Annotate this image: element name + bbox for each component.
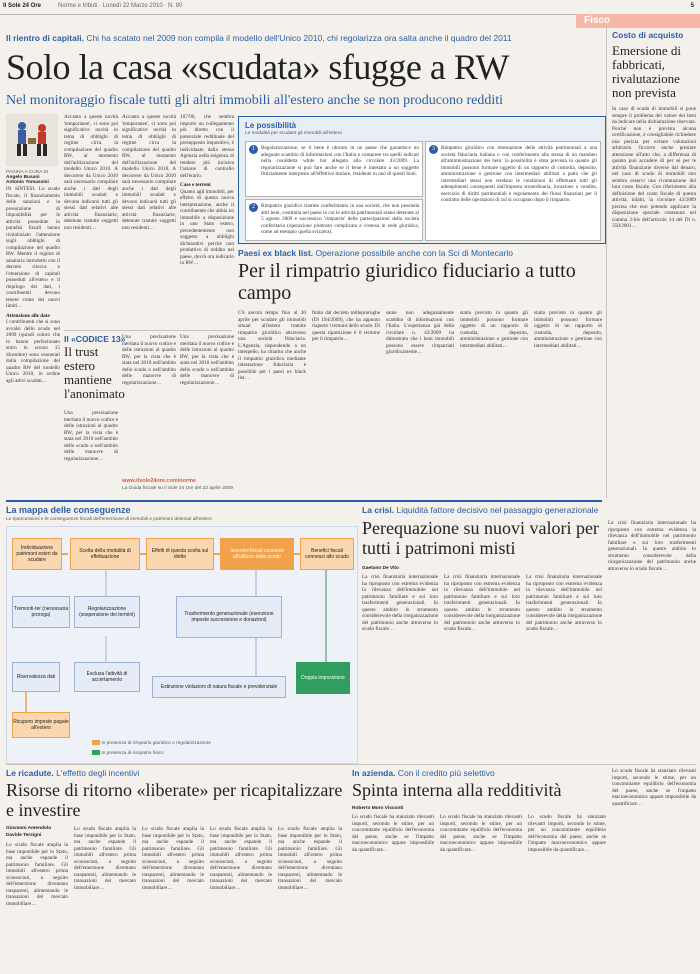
page-number: 5 — [690, 3, 694, 9]
azienda-col3-text: Lo scudo fiscale ha stanziato rilevanti importi, secondo le stime, per un concomitante equilibrio dell'economia del paese, anche se l'impatto macroeconomico appare impossibile da quantificare… — [528, 814, 606, 853]
ricadute-kicker-text: L'effetto degli incentivi — [56, 768, 140, 778]
number-three-icon: 3 — [429, 145, 438, 154]
azienda-author: Roberto Moro Visconti — [352, 806, 404, 811]
crisi-author: Gaetano De Vito — [362, 566, 399, 571]
diagram-title: La mappa delle conseguenze — [6, 505, 131, 515]
ricadute-headline: Risorse di ritorno «liberate» per ricapitalizzare e investire — [6, 780, 343, 820]
crisi-headline: Perequazione su nuovi valori per tutti i patrimoni misti — [362, 518, 599, 558]
ricadute-col5-text: Lo scudo fiscale amplia la base imponibile per lo Stato, ma anche espande il patrimonio familiare. Gli immobili all'estero prima sconosciuti, a seguito dell'emersione diventano trasparenti, alimentando le transazioni del mercato immobiliare… — [278, 826, 342, 891]
codice-block — [64, 334, 125, 344]
lead-col4b-text: Quanto agli immobili, per effetto di questa nuova interpretazione, anche il contribuente che abbia un immobile a disposizione in uno Stato estero, precedentemente non soggetto a obblighi dichiarativi perché non produttivo di reddito nel paese, dovrà ora indicarlo in RW… — [180, 188, 234, 266]
azienda-col2-text: Lo scudo fiscale ha stanziato rilevanti importi, secondo le stime, per un concomitante equilibrio dell'economia del paese, anche se l'impatto macroeconomico appare impossibile da quantificare… — [440, 814, 522, 853]
possibility-item-1 — [245, 141, 423, 197]
node-ricupero: Ricupero imposte pagate all'estero — [12, 712, 70, 738]
ricadute-kicker-bold: Le ricadute. — [6, 768, 54, 778]
right-body: In caso di scudo di immobili si pone sempre il problema del valore dei beni da indicare nella dichiarazione riservata. Poiché non è prevista alcuna certificazione, è consigliabile richiedere una perizia per evitare valutazioni arbitrarie. Occorre anche prestare attenzione all'atto che, a differenza di quanto può accadere di per sé per le attività finanziarie diverse dal denaro, nel caso di scudo di immobili non sembra esservi una rivalutazione del loro costo fiscale. Con riferimento alla definizione del costo fiscale di questa attività, infatti, la circolare 43/2009 precisa che non potendo applicare la disposizione speciale contenuta nel comma 2-bis dell'articolo 14 del Dl n. 350/2001… — [612, 106, 696, 229]
azienda-kicker-bold: In azienda. — [352, 768, 396, 778]
paesi-col-3 — [386, 310, 454, 490]
crisi-col2-text: La crisi finanziaria internazionale ha riproposto con estrema evidenza la rilevanza dell'immobile nel patrimonio familiare e sui loro trasferimenti generazionali. In questo ambito lo strumento considerevole della riorganizzazione del patrimonio anche attraverso lo scudo fiscale… — [444, 574, 520, 632]
node-riservatezza: Riservatezza dati — [12, 662, 60, 692]
node-estinzione: Estinzione violazioni di natura fiscale e previdenziale — [152, 676, 286, 698]
lead-column-2 — [64, 114, 118, 326]
crisi-col-1 — [362, 574, 438, 760]
right-headline: Emersione di fabbricati, rivalutazione non prevista — [612, 43, 681, 100]
crisi-col4-text: La crisi finanziaria internazionale ha riproposto con estrema evidenza la rilevanza dell'immobile nel patrimonio familiare e sui loro trasferimenti generazionali. In questo ambito lo strumento considerevole della riorganizzazione del patrimonio anche attraverso lo scudo fiscale… — [608, 520, 696, 572]
lead-col1-text: IN SINTESI. Lo scudo fiscale, il finanziamento delle sanzioni e la presunzione di imponibilità per le attività possedute in paradisi fiscali hanno rivitalizzato l'attenzione sugli obblighi di compilazione del quadro RW. Mentre il regime di sanatoria introdotto con il decreto ritocca e l'emersione di capitali posseduti all'estero e il riepilogo dei dati, i contribuenti devono tenere conto dei nuovi limiti… — [6, 186, 60, 309]
codice-body-text-3: Una precisazione meritata il nuovo codice e delle istruzioni al quadro RW, per la vista che è stata nel 2010 nell'ambito dello scudo o nell'ambito delle manovre di regolarizzazione… — [64, 410, 118, 462]
right-column — [608, 30, 700, 466]
crisi-kicker — [362, 505, 682, 515]
node-regolarizzazione: Regolarizzazione (sospensione dei termini) — [74, 596, 140, 628]
node-scelta: Scelta della modalità di effettuazione — [70, 538, 140, 570]
crisi-col-2 — [444, 574, 520, 760]
codice-body-text-2: Una precisazione meritata il nuovo codice e delle istruzioni al quadro RW, per la vista che è stata nel 2010 nell'ambito dello scudo o nell'ambito delle manovre di regolarizzazione… — [180, 334, 234, 386]
ricadute-col-1 — [6, 842, 68, 970]
azienda-kicker-text: Con il credito più selettivo — [397, 768, 495, 778]
possibility-item-3 — [425, 141, 601, 241]
crisi-col1-text: La crisi finanziaria internazionale ha riproposto con estrema evidenza la rilevanza dell'immobile nel patrimonio familiare e sui loro trasferimenti generazionali. In questo ambito lo strumento considerevole della riorganizzazione del patrimonio anche attraverso lo scudo fiscale… — [362, 574, 438, 632]
crisi-col-3 — [526, 574, 602, 760]
illustration-image — [6, 114, 58, 166]
azienda-col1-text: Lo scudo fiscale ha stanziato rilevanti importi, secondo le stime, per un concomitante equilibrio dell'economia del paese, anche se l'impatto macroeconomico appare impossibile da quantificare… — [352, 814, 434, 853]
number-two-icon: 2 — [249, 203, 258, 212]
column-divider — [606, 28, 607, 498]
legend-1 — [92, 740, 211, 746]
azienda-headline: Spinta interna alla redditività — [352, 780, 562, 800]
web-link[interactable]: www.ilsole24ore.com/norme — [122, 478, 197, 484]
node-accertamento: Esclusa l'attività di accertamento — [74, 662, 140, 692]
lead-column-3 — [122, 114, 176, 326]
possibility-item-2 — [245, 199, 423, 241]
legend-2 — [92, 750, 164, 756]
codice-body-2 — [180, 334, 234, 476]
lead-col1b-text: I contribuenti che si sono avvalsi dello scudo nel 2009 (quindi coloro che lo hanno perfezionato entro lo scorso 15 dicembre) sono esonerati dalla compilazione del quadro RW del modello Unico 2010, in ordine agli attivi scudati… — [6, 319, 60, 384]
paesi-headline: Per il rimpatrio giuridico fiduciario a tutto campo — [238, 260, 576, 304]
codice-body — [122, 334, 176, 476]
ricadute-kicker — [6, 768, 346, 778]
lead-headline: Solo la casa «scudata» sfugge a RW — [6, 47, 509, 87]
possibility-item-2-text: Rimpatrio giuridico tramite conferimento in una società, che non possieda altri beni, costituita nel paese in cui le attività patrimoniali erano detenute al 5 agosto 2009 e successivo 'rimpatrio' delle partecipazioni della società conferitaria (operazione piuttosto complicata e costosa in sede giuridica, come ad esempio quella svizzera). — [261, 203, 419, 235]
paesi-kicker-text: Operazione possibile anche con la Sci di Montecarlo — [315, 248, 514, 258]
number-one-icon: 1 — [249, 145, 258, 154]
lead-subheadline: Nel monitoraggio fiscale tutti gli altri immobili all'estero anche se non producono redditi — [6, 93, 504, 108]
crisi-kicker-bold: La crisi. — [362, 505, 395, 515]
node-effetti: Effetti di questa scelta sul diritto — [146, 538, 214, 570]
legend-2-text: In presenza di rimpatrio fisico — [101, 750, 164, 756]
crisi-col-4 — [608, 520, 696, 760]
paesi-col2-text: finito dal decreto milleproroghe (Dl 194/2009), che ha appunto riaperto i termini dello scudo. Di questa ripartizione è il termine per il rimpatrio… — [312, 310, 380, 342]
diagram-rule — [6, 500, 602, 502]
crisi-kicker-text: Liquidità fattore decisivo nel passaggio generazionale — [396, 505, 599, 515]
paesi-col3-text: sante non adeguatamente scambio di informazioni con l'Italia. L'esperienza già della circolare n. 43/2009 ha dimostrato che i beni immobili possono essere rimpatriati giuridicamente… — [386, 310, 454, 355]
byline-author-2: Antonio Tomassini — [6, 180, 49, 185]
codice-body-text: Una precisazione meritata il nuovo codice e delle istruzioni al quadro RW, per la vista che è stata nel 2010 nell'ambito dello scudo o nell'ambito delle manovre di regolarizzazione… — [122, 334, 176, 386]
edition-line: Norme e tributi · Lunedì 22 Marzo 2010 · N. 80 — [58, 3, 183, 9]
illustration-figures — [6, 114, 58, 166]
ricadute-col1-text: Lo scudo fiscale amplia la base imponibile per lo Stato, ma anche espande il patrimonio familiare. Gli immobili all'estero prima sconosciuti, a seguito dell'emersione diventano trasparenti, alimentando le transazioni del mercato immobiliare… — [6, 842, 68, 907]
codice-headline: Il trust estero mantiene l'anonimato — [64, 344, 125, 401]
paper-name: Il Sole 24 Ore — [3, 3, 42, 9]
diagram-subtitle: Le ripercussioni e le conseguenze fiscali dell'emersione di immobili e patrimoni detenuti all'estero — [6, 517, 212, 522]
byline-author-1: Angelo Busani — [6, 175, 40, 180]
right-kicker: Costo di acquisto — [612, 30, 684, 40]
codice-kicker: Il «CODICE 13» — [64, 334, 126, 344]
lead-kicker-text: Chi ha scatato nel 2009 non compila il modello dell'Unico 2010, chi regolarizza ora salta anche il quadro del 2011 — [86, 33, 512, 43]
byline-block — [6, 170, 58, 185]
section-label: Fisco — [584, 15, 611, 26]
node-benefici: Benefici fiscali connessi allo scudo — [300, 538, 354, 570]
legend-1-text: In presenza di rimpatrio giuridico o regolarizzazione — [101, 740, 211, 746]
azienda-col-2 — [440, 814, 522, 970]
paesi-col-1 — [238, 310, 306, 490]
node-individuazione: Individuazione patrimoni esteri da scudare — [12, 538, 62, 570]
ricadute-col3-text: Lo scudo fiscale amplia la base imponibile per lo Stato, ma anche espande il patrimonio familiare. Gli immobili all'estero prima sconosciuti, a seguito dell'emersione diventano trasparenti, alimentando le transazioni del mercato immobiliare… — [142, 826, 204, 891]
section-tab — [576, 14, 700, 28]
lead-column-4 — [180, 114, 234, 326]
possibility-item-1-text: Regolarizzazione, se il bene è ubicato in un paese che garantisce un adeguato scambio di informazioni con l'Italia e comprese tra quelli indicati nella cosiddetta white list allegata alla circolare 43/2009. La regolarizzazione si può fare anche se il bene è intestato a un soggetto fittiziamente interposto all'effettivo titolare, residente in uno di questi Stati. — [261, 145, 419, 177]
possibility-item-3-text: Rimpatrio giuridico con intestazione delle attività patrimoniali a una società fiduciaria italiana o con conferimento alla stessa di un mandato all'amministrazione dei beni: la possibilità è stata prevista in quanto gli immobili possono formare oggetto di un rapporto di custodia, deposito, amministrazione o gestione con intermediari abilitati a patto che gli intermediari stessi non rendano le condizioni di effettuare tutti gli adempimenti conseguenti dall'imposta straordinaria, locazione o vendita, esercizio di diritti patrimoniali e regolamento dei flussi finanziari per il contratto delle operazioni di cui si occupano dopo il rimpatrio. — [441, 145, 597, 203]
lead-col3-text: Accanto a queste novità 'temporanee', ci sono poi significative novità in tema di obblighi di regime circa la compilazione del quadro RW, al momento dell'utilizzazione del modello Unico 2010. A decorrere da Unico 2010 sarà necessario compilare anche i dati degli immobili scudati e devono indicarsi tutti gli stessi dati relativi alle attività finanziarie, detenute tramite soggetti non residenti… — [122, 114, 176, 231]
paesi-col-2 — [312, 310, 380, 490]
ricadute-col4-text: Lo scudo fiscale amplia la base imponibile per lo Stato, ma anche espande il patrimonio familiare. Gli immobili all'estero prima sconosciuti, a seguito dell'emersione diventano trasparenti, alimentando le transazioni del mercato immobiliare… — [210, 826, 272, 891]
lead-kicker-bold: Il rientro di capitali. — [6, 33, 84, 43]
paesi-col-4 — [460, 310, 528, 490]
azienda-col-3 — [528, 814, 606, 970]
paesi-col1-text: C'è ancora tempo fino al 30 aprile per scudare gli immobili situati all'estero tramite rimpatrio giuridico attraverso una società fiduciaria. L'Agenzia, rispondendo a un interpello, ha chiarito che anche il rimpatrio giuridico mediante intestazione fiduciaria è possibile per i paesi ex black list… — [238, 310, 306, 381]
lead-kicker — [6, 33, 606, 43]
lead-col2-text: Accanto a queste novità 'temporanee', ci sono poi significative novità in tema di obblighi di regime circa la compilazione del quadro RW, al momento dell'utilizzazione del modello Unico 2010. A decorrere da Unico 2010 sarà necessario compilare anche i dati degli immobili scudati e devono indicarsi tutti gli stessi dati relativi alle attività finanziarie, detenute tramite soggetti non residenti… — [64, 114, 118, 231]
paesi-col-5 — [534, 310, 602, 490]
ricadute-col-4 — [210, 826, 272, 970]
azienda-col4-text: Lo scudo fiscale ha stanziato rilevanti importi, secondo le stime, per un concomitante equilibrio dell'economia del paese, anche se l'impatto macroeconomico appare impossibile da quantificare… — [612, 768, 696, 807]
paesi-col4-text: statia previsto in quanto gli immobili possono formare oggetto di un rapporto di custodia, deposito, amministrazione o gestione con intermediari abilitati… — [460, 310, 528, 349]
lead-col1-subhead: Attenzione alle date — [6, 312, 50, 319]
paesi-kicker-bold: Paesi ex black list. — [238, 248, 314, 258]
ricadute-col-5 — [278, 826, 342, 970]
lead-column-1 — [6, 186, 60, 384]
azienda-col-1 — [352, 814, 434, 970]
possibilities-subtitle: Le modalità per scudare gli immobili all'estero — [245, 131, 342, 136]
ricadute-col-3 — [142, 826, 204, 970]
legend-swatch-green — [92, 750, 100, 755]
ricadute-col2-text: Lo scudo fiscale amplia la base imponibile per lo Stato, ma anche espande il patrimonio familiare. Gli immobili all'estero prima sconosciuti, a seguito dell'emersione diventano trasparenti, alimentando le transazioni del mercato immobiliare… — [74, 826, 136, 891]
possibilities-title: Le possibilità — [245, 121, 297, 130]
masthead — [0, 0, 700, 15]
web-caption: La Guida fiscale su Il Sole 24 Ore del 22 aprile 2009 — [122, 486, 233, 491]
lead-col4-text: 107/90, che sembra imporre un collegamento più diretto con il potenziale reddituale del presupposto impositivo, è individuato dalla stessa Agenzia nella esigenza di rendere più incisiva l'azione di controllo dell'erario. — [180, 114, 234, 179]
paesi-col5-text: statia previsto in quanto gli immobili possono formare oggetto di un rapporto di custodia, deposito, amministrazione o gestione con intermediari abilitati… — [534, 310, 602, 349]
node-doppia-imposizione: Doppia imposizione — [296, 662, 350, 694]
node-incentivi: Incentivi fiscali connessi all'utilizzo dello scudo — [220, 538, 294, 570]
possibilities-box — [238, 116, 606, 244]
byline-label: PAGINA A CURA DI — [6, 170, 49, 175]
ricadute-author-2: Davide Tersigni — [6, 833, 42, 838]
legend-swatch-orange — [92, 740, 100, 745]
lead-col4-subhead: Case e terreni — [180, 182, 211, 188]
crisi-col3-text: La crisi finanziaria internazionale ha riproposto con estrema evidenza la rilevanza dell'immobile nel patrimonio familiare e sui loro trasferimenti generazionali. In questo ambito lo strumento considerevole della riorganizzazione del patrimonio anche attraverso lo scudo fiscale… — [526, 574, 602, 632]
codice-body-3 — [64, 410, 118, 476]
node-tremonti: Tremonti-ter (necessaria proroga) — [12, 596, 70, 628]
divider-bottom — [6, 764, 696, 765]
paesi-kicker — [238, 248, 604, 258]
ricadute-col-2 — [74, 826, 136, 970]
divider — [64, 330, 232, 331]
node-trasferimento: Trasferimento generazionale (esenzione imposte successione e donazioni) — [176, 596, 282, 638]
azienda-col-4 — [612, 768, 696, 970]
ricadute-author-1: Giovanni Amendola — [6, 826, 51, 831]
